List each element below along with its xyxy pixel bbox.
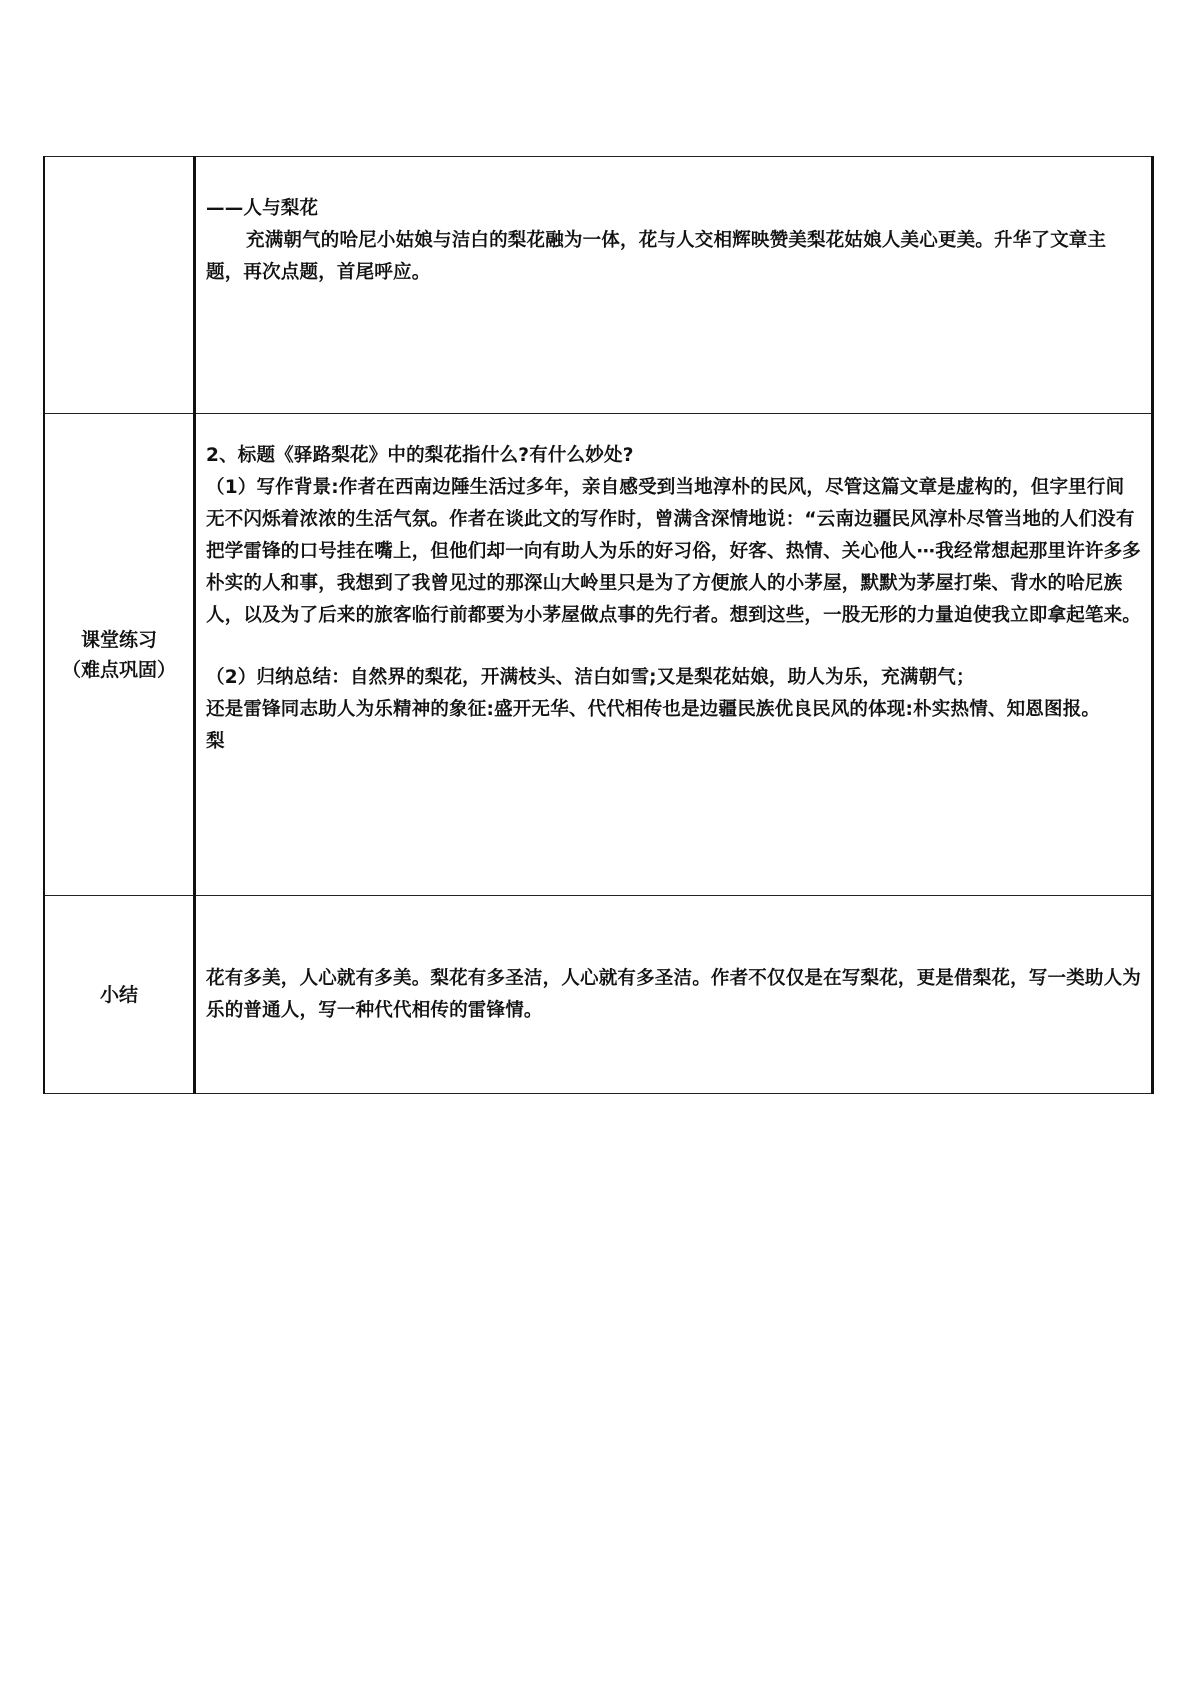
row-content-conclusion xyxy=(195,157,1153,414)
table-row xyxy=(44,157,1153,414)
summary-paragraph: 花有多美，人心就有多美。梨花有多圣洁，人心就有多圣洁。作者不仅仅是在写梨花，更是借梨花，写一类助人为乐的普通人，写一种代代相传的雷锋情。 xyxy=(206,967,1142,1021)
lesson-plan-table xyxy=(43,156,1154,1094)
row-content-summary xyxy=(195,896,1153,1094)
practice-point-2-line-2: 还是雷锋同志助人为乐精神的象征:盛开无华、代代相传也是边疆民族优良民风的体现:朴实热情、知恩图报。 xyxy=(206,699,1101,720)
label-practice-title: 课堂练习 xyxy=(80,628,157,651)
table-row xyxy=(44,414,1153,896)
row-label-practice xyxy=(44,414,195,896)
row-label-summary: 小结 xyxy=(44,896,195,1094)
label-practice-subtitle: （难点巩固） xyxy=(61,658,176,681)
practice-point-2-line-3: 梨 xyxy=(206,731,225,752)
spacer xyxy=(206,632,1141,662)
practice-point-2-line-1: （2）归纳总结：自然界的梨花，开满枝头、洁白如雪;又是梨花姑娘，助人为乐，充满朝气； xyxy=(206,667,975,688)
section-heading: ——人与梨花 xyxy=(206,198,319,219)
row-content-practice xyxy=(195,414,1153,896)
table-row xyxy=(44,896,1153,1094)
practice-point-1: （1）写作背景:作者在西南边陲生活过多年，亲自感受到当地淳朴的民风，尽管这篇文章是虚构的，但字里行间无不闪烁着浓浓的生活气氛。作者在谈此文的写作时，曾满含深情地说：“云南边疆民风淳朴尽管当地的人们没有把学雷锋的口号挂在嘴上，但他们却一向有助人为乐的好习俗，好客、热情、关心他人⋯我经常想起那里许许多多朴实的人和事，我想到了我曾见过的那深山大岭里只是为了方便旅人的小茅屋，默默为茅屋打柴、背水的哈尼族人，以及为了后来的旅客临行前都要为小茅屋做点事的先行者。想到这些，一股无形的力量迫使我立即拿起笔来。 xyxy=(206,477,1142,626)
row-label-empty xyxy=(44,157,195,414)
practice-question: 2、标题《驿路梨花》中的梨花指什么?有什么妙处? xyxy=(206,445,634,466)
content-paragraph: 充满朝气的哈尼小姑娘与洁白的梨花融为一体，花与人交相辉映赞美梨花姑娘人美心更美。升华了文章主题，再次点题，首尾呼应。 xyxy=(206,230,1107,283)
